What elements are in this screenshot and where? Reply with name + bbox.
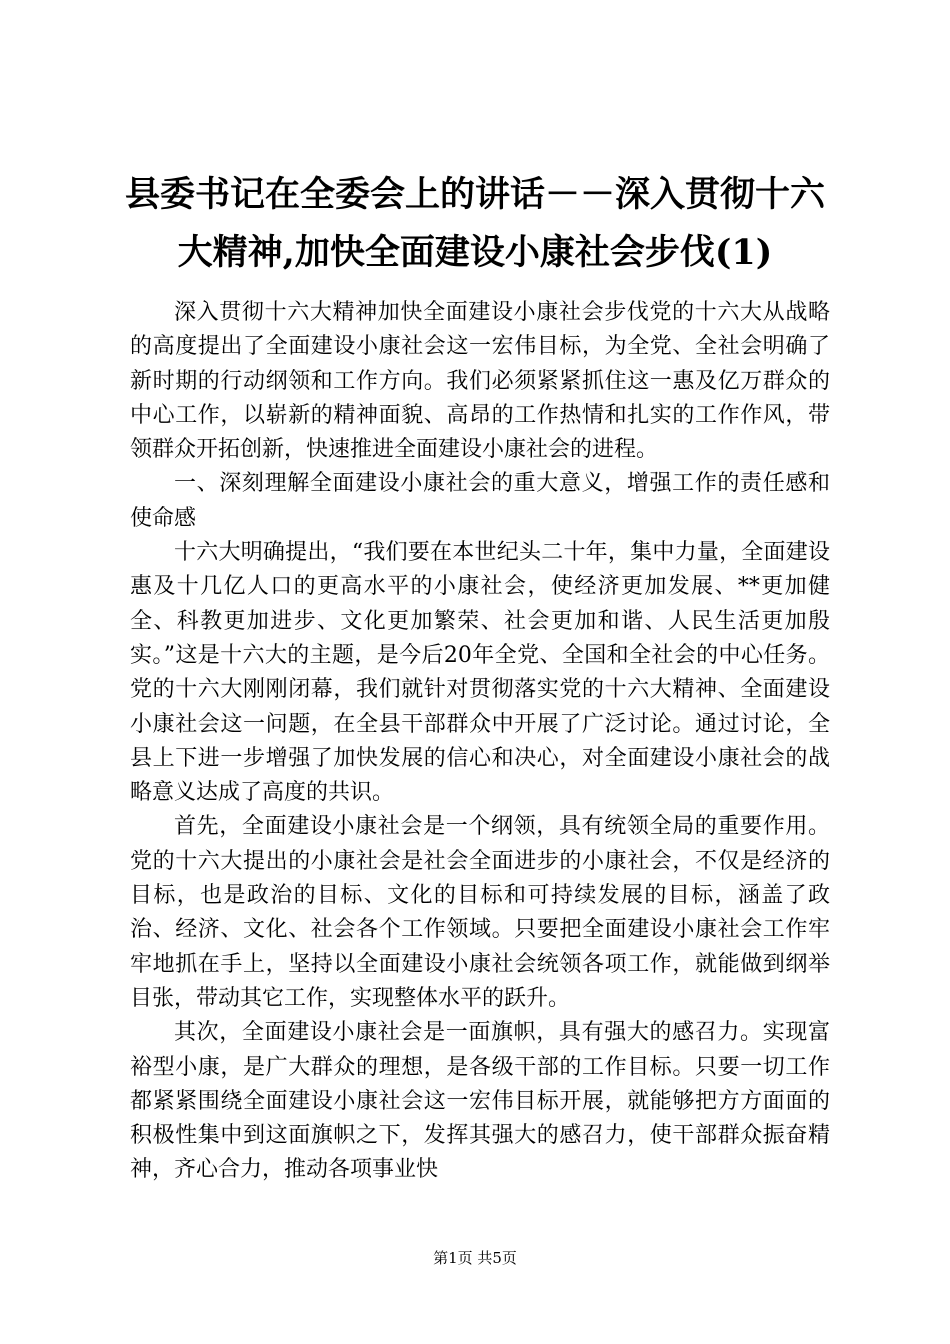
page-footer: 第1页 共5页: [433, 1249, 517, 1267]
paragraph: 十六大明确提出，“我们要在本世纪头二十年，集中力量，全面建设惠及十几亿人口的更高水平的小康社会，使经济更加发展、**更加健全、科教更加进步、文化更加繁荣、社会更加和谐、人民生活更加殷实。”这是十六大的主题，是今后20年全党、全国和全社会的中心任务。党的十六大刚刚闭幕，我们就针对贯彻落实党的十六大精神、全面建设小康社会这一问题，在全县干部群众中开展了广泛讨论。通过讨论，全县上下进一步增强了加快发展的信心和决心，对全面建设小康社会的战略意义达成了高度的共识。: [130, 540, 830, 806]
title-line-2: 大精神,加快全面建设小康社会步伐(1): [177, 232, 773, 273]
document-title: [100, 166, 850, 282]
paragraph: 首先，全面建设小康社会是一个纲领，具有统领全局的重要作用。党的十六大提出的小康社会是社会全面进步的小康社会，不仅是经济的目标，也是政治的目标、文化的目标和可持续发展的目标，涵盖了政治、经济、文化、社会各个工作领域。只要把全面建设小康社会工作牢牢地抓在手上，坚持以全面建设小康社会统领各项工作，就能做到纲举目张，带动其它工作，实现整体水平的跃升。: [130, 814, 830, 1011]
paragraph-intro: 深入贯彻十六大精神加快全面建设小康社会步伐党的十六大从战略的高度提出了全面建设小康社会这一宏伟目标，为全党、全社会明确了新时期的行动纲领和工作方向。我们必须紧紧抓住这一惠及亿万群众的中心工作，以崭新的精神面貌、高昂的工作热情和扎实的工作作风，带领群众开拓创新，快速推进全面建设小康社会的进程。: [130, 300, 830, 463]
paragraph: 其次，全面建设小康社会是一面旗帜，具有强大的感召力。实现富裕型小康，是广大群众的理想，是各级干部的工作目标。只要一切工作都紧紧围绕全面建设小康社会这一宏伟目标开展，就能够把方方面面的积极性集中到这面旗帜之下，发挥其强大的感召力，使干部群众振奋精神，齐心合力，推动各项事业快: [130, 1020, 830, 1183]
section-heading-1: 一、深刻理解全面建设小康社会的重大意义，增强工作的责任感和使命感: [130, 471, 830, 531]
document-body: [130, 296, 830, 1188]
title-line-1: 县委书记在全委会上的讲话－－深入贯彻十六: [124, 174, 825, 215]
